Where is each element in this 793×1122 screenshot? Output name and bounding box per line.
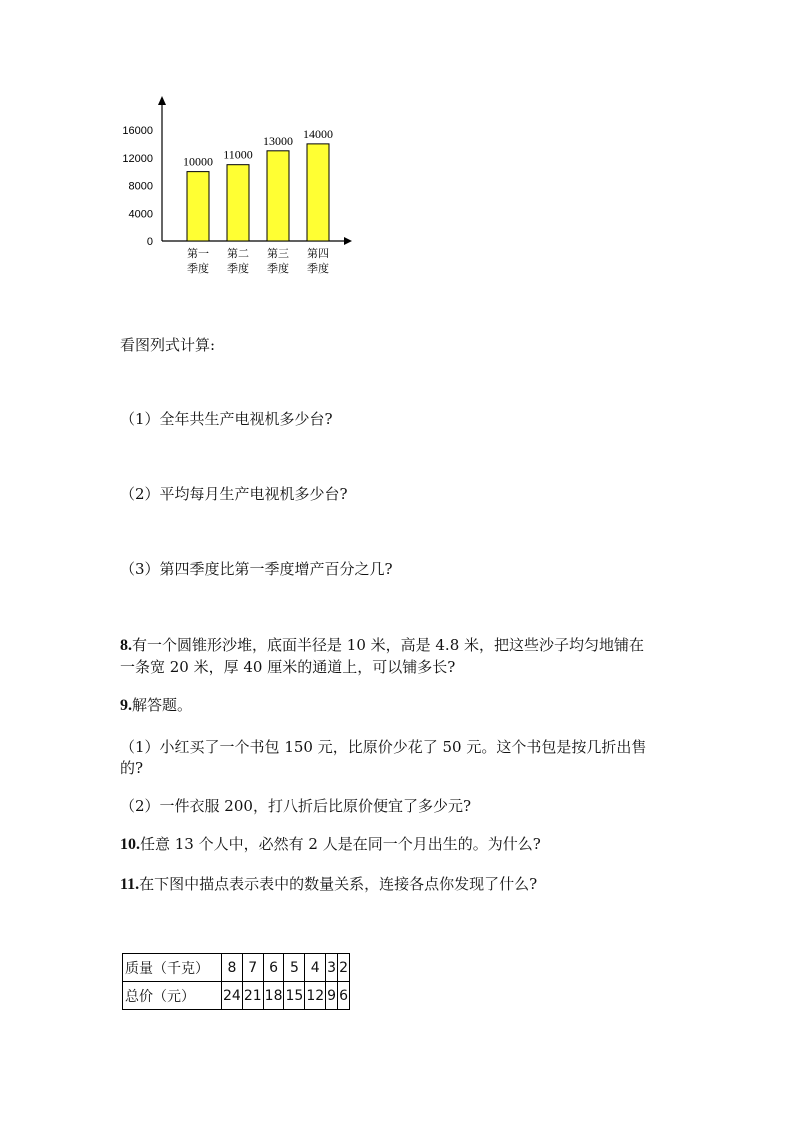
problem-11-number: 11. bbox=[120, 876, 140, 893]
table-cell: 18 bbox=[263, 982, 284, 1010]
question-1: （1）全年共生产电视机多少台? bbox=[120, 410, 333, 428]
table-cell: 21 bbox=[242, 982, 263, 1010]
problem-9-number: 9. bbox=[120, 697, 132, 714]
table-cell: 4 bbox=[305, 954, 326, 982]
table-cell: 8 bbox=[222, 954, 243, 982]
bar-chart bbox=[110, 85, 370, 285]
table-cell: 15 bbox=[284, 982, 305, 1010]
problem-9-text: 解答题。 bbox=[132, 696, 193, 714]
table-cell: 6 bbox=[338, 982, 350, 1010]
data-label: 11000 bbox=[223, 147, 253, 162]
problem-10 bbox=[120, 833, 541, 856]
x-axis-arrow bbox=[344, 237, 352, 245]
x-tick-label: 季度 bbox=[307, 262, 329, 275]
problem-11-text: 在下图中描点表示表中的数量关系，连接各点你发现了什么? bbox=[139, 875, 538, 893]
x-tick-label: 第二 bbox=[227, 247, 249, 260]
intro-text: 看图列式计算: bbox=[120, 336, 216, 354]
table-cell: 12 bbox=[305, 982, 326, 1010]
y-tick-label: 0 bbox=[146, 236, 153, 248]
bar bbox=[187, 172, 209, 241]
table-header-mass: 质量（千克） bbox=[123, 954, 222, 982]
problem-9-q1-line-2: 的? bbox=[120, 759, 144, 777]
problem-10-text: 任意 13 个人中，必然有 2 人是在同一个月出生的。为什么? bbox=[140, 835, 541, 853]
y-tick-label: 4000 bbox=[128, 208, 153, 221]
problem-11 bbox=[120, 873, 537, 896]
x-tick-label: 第一 bbox=[187, 247, 209, 260]
x-tick-label: 第四 bbox=[307, 247, 329, 260]
table-row-mass bbox=[123, 954, 350, 982]
table-cell: 5 bbox=[284, 954, 305, 982]
problem-8-text-1: 有一个圆锥形沙堆，底面半径是 10 米，高是 4.8 米，把这些沙子均匀地铺在 bbox=[132, 636, 645, 654]
problem-9-q1-line-1: （1）小红买了一个书包 150 元，比原价少花了 50 元。这个书包是按几折出售 bbox=[120, 738, 647, 756]
x-tick-label: 季度 bbox=[267, 262, 289, 275]
table-cell: 2 bbox=[338, 954, 350, 982]
table-cell: 24 bbox=[222, 982, 243, 1010]
problem-10-number: 10. bbox=[120, 836, 140, 853]
question-2: （2）平均每月生产电视机多少台? bbox=[120, 485, 348, 503]
table-header-price: 总价（元） bbox=[123, 982, 222, 1010]
x-tick-label: 季度 bbox=[227, 262, 249, 275]
bar bbox=[227, 165, 249, 241]
table-row-price bbox=[123, 982, 350, 1010]
y-axis-arrow bbox=[158, 96, 166, 105]
y-tick-label: 12000 bbox=[122, 152, 153, 165]
problem-9-q2: （2）一件衣服 200，打八折后比原价便宜了多少元? bbox=[120, 797, 471, 815]
problem-8-number: 8. bbox=[120, 637, 132, 654]
y-tick-label: 8000 bbox=[128, 180, 153, 193]
y-tick-label: 16000 bbox=[122, 125, 153, 137]
table-cell: 6 bbox=[263, 954, 284, 982]
problem-9-title bbox=[120, 694, 192, 717]
data-label: 10000 bbox=[183, 154, 213, 169]
data-label: 14000 bbox=[303, 126, 333, 141]
data-label: 13000 bbox=[263, 133, 293, 148]
table-cell: 9 bbox=[326, 982, 338, 1010]
x-tick-label: 季度 bbox=[187, 262, 209, 275]
table-cell: 7 bbox=[242, 954, 263, 982]
bar bbox=[307, 144, 329, 241]
bar bbox=[267, 151, 289, 241]
question-3: （3）第四季度比第一季度增产百分之几? bbox=[120, 560, 393, 578]
problem-8-line-2: 一条宽 20 米，厚 40 厘米的通道上，可以铺多长? bbox=[120, 658, 456, 676]
problem-8-line-1 bbox=[120, 634, 644, 657]
table-cell: 3 bbox=[326, 954, 338, 982]
x-tick-label: 第三 bbox=[267, 247, 289, 260]
data-table bbox=[122, 953, 350, 1010]
